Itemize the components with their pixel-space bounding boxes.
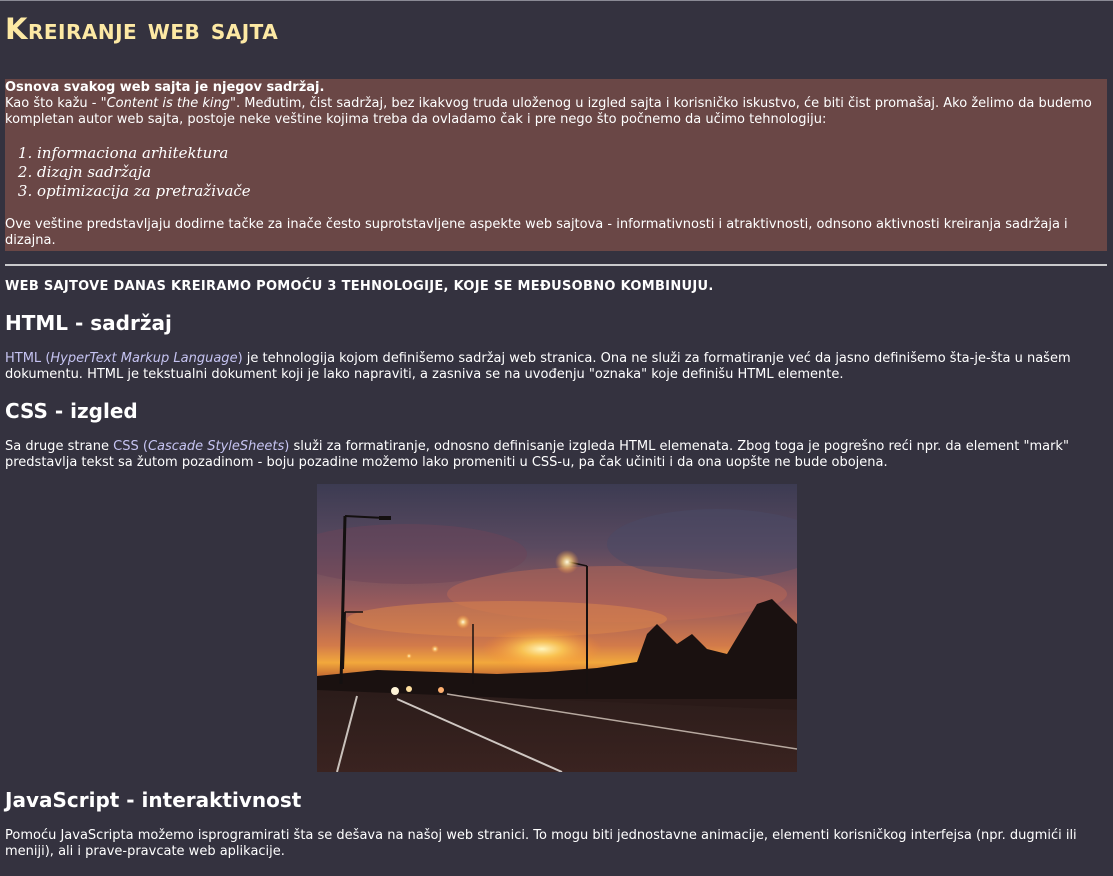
intro-text xyxy=(5,96,1107,128)
intro-lead: Osnova svakog web sajta je njegov sadržaj. xyxy=(5,80,325,95)
js-paragraph: Pomoću JavaScripta možemo isprogramirati šta se dešava na našoj web stranici. To mogu biti jednostavne animacije, elementi korisničkog interfejsa (npr. dugmići ili meniji), ali i prave-pravcate web aplikacije. xyxy=(5,828,1077,859)
css-paragraph xyxy=(5,439,1105,471)
css-link-open: ( xyxy=(138,439,148,454)
html-link[interactable] xyxy=(5,351,243,366)
page-title: Kreiranje web sajta xyxy=(5,12,279,46)
css-text-before: Sa druge strane xyxy=(5,439,114,454)
css-text: služi za formatiranje, odnosno definisanje izgleda HTML elemenata. Zbog toga je pogrešno reći npr. da element "mark" predstavlja tekst sa žutom pozadinom - boju pozadine možemo lako promeniti u CSS-u, pa čak učiniti i da ona uopšte ne bude obojena. xyxy=(5,439,1069,470)
sunset-street-photo xyxy=(317,484,797,772)
css-heading: CSS - izgled xyxy=(5,399,138,423)
figure xyxy=(5,484,1108,772)
skill-item-content-design: 2. dizajn sadržaja xyxy=(37,163,1107,182)
css-link-expansion: Cascade StyleSheets xyxy=(147,439,285,454)
js-heading: JavaScript - interaktivnost xyxy=(5,788,302,812)
divider xyxy=(5,264,1107,266)
css-link-close: ) xyxy=(284,439,290,454)
html-link-label: HTML xyxy=(5,351,42,366)
html-text: je tehnologija kojom definišemo sadržaj web stranica. Ona ne služi za formatiranje već da jasno definišemo šta-je-šta u našem dokumentu. HTML je tekstualni dokument koji je lako napraviti, a zasniva se na uvođenju "oznaka" koje definišu HTML elemente. xyxy=(5,351,1071,382)
page xyxy=(0,1,1113,860)
css-link[interactable] xyxy=(113,439,289,454)
intro-box xyxy=(5,79,1107,251)
html-heading: HTML - sadržaj xyxy=(5,311,172,335)
html-link-close: ) xyxy=(237,351,243,366)
html-paragraph xyxy=(5,351,1105,383)
skill-item-seo: 3. optimizacija za pretraživače xyxy=(37,182,1107,201)
intro-closing: Ove veštine predstavljaju dodirne tačke za inače često suprotstavljene aspekte web sajtova - informativnosti i atraktivnosti, odnsono aktivnosti kreiranja sadržaja i dizajna. xyxy=(5,217,1068,248)
intro-quote: Content is the king xyxy=(106,96,231,111)
skill-item-architecture: 1. informaciona arhitektura xyxy=(37,144,1107,163)
html-link-open: ( xyxy=(41,351,51,366)
intro-text-after: ". Međutim, čist sadržaj, bez ikakvog truda uloženog u izgled sajta i korisničko iskustvo, će biti čist promašaj. Ako želimo da budemo kompletan autor web sajta, postoje neke veštine kojima treba da ovladamo čak i pre nego što počnemo da učimo tehnologiju: xyxy=(5,96,1092,127)
skills-list xyxy=(5,144,1107,201)
intro-text-before: Kao što kažu - " xyxy=(5,96,107,111)
tech-intro: WEB SAJTOVE DANAS KREIRAMO POMOĆU 3 TEHNOLOGIJE, KOJE SE MEĐUSOBNO KOMBINUJU. xyxy=(5,279,714,294)
css-link-label: CSS xyxy=(113,439,139,454)
html-link-expansion: HyperText Markup Language xyxy=(50,351,238,366)
